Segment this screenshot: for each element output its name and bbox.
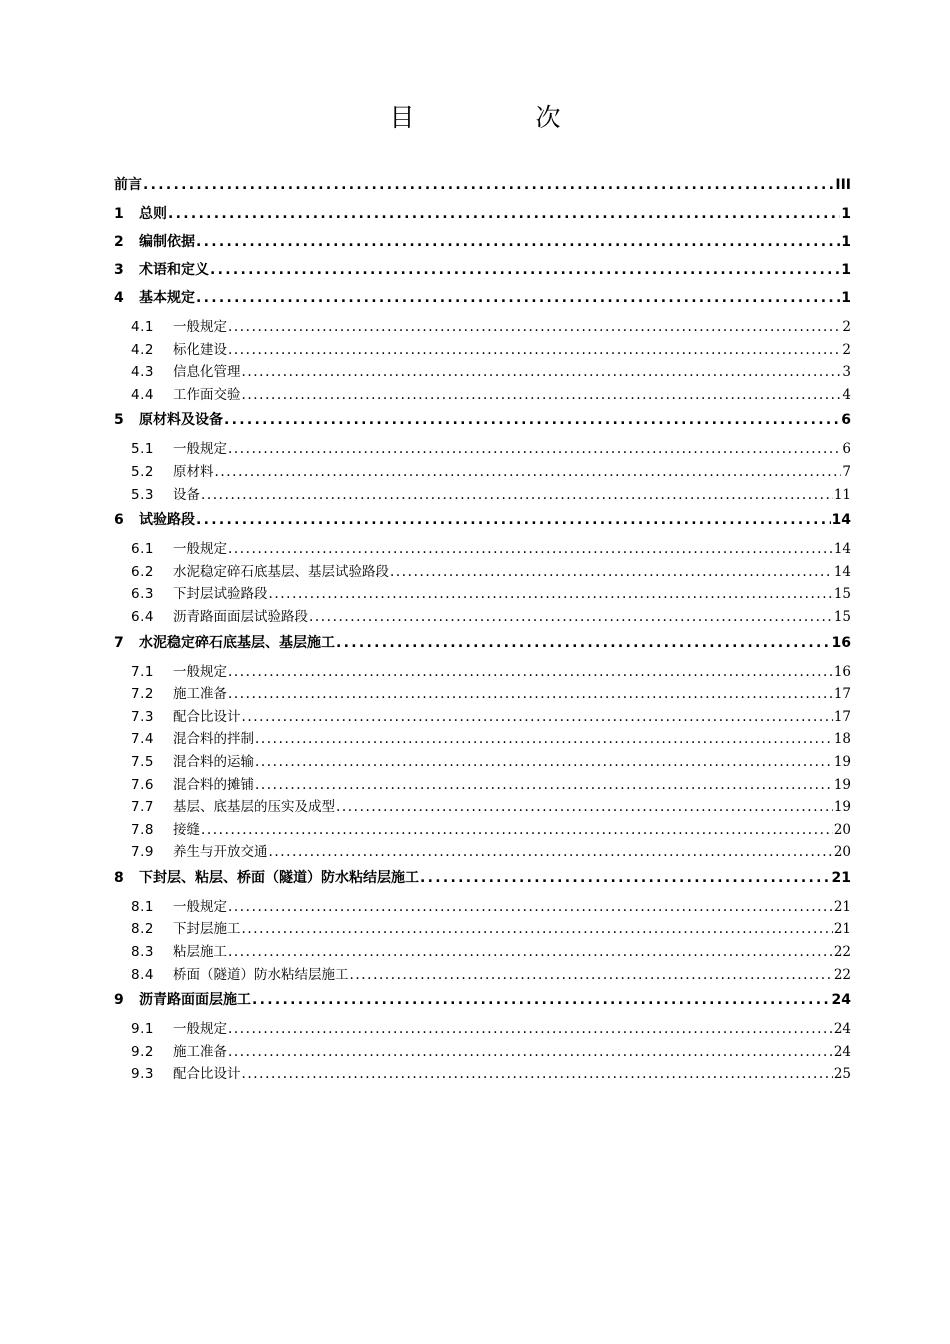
- toc-entry-title: 设备: [173, 486, 200, 503]
- dot-leader: [390, 564, 833, 580]
- dot-leader: [196, 512, 831, 528]
- toc-entry-number: 9.3: [131, 1066, 154, 1083]
- dot-leader: [201, 487, 833, 503]
- toc-entry-number: 2: [114, 234, 124, 250]
- dot-leader: [242, 709, 833, 725]
- toc-entry-title: 下封层试验路段: [173, 586, 268, 603]
- dot-leader: [350, 967, 833, 983]
- toc-entry-number: 9.1: [131, 1021, 154, 1038]
- toc-page-number: 1: [841, 290, 851, 306]
- toc-page-number: 6: [842, 441, 851, 458]
- toc-entry-number: 7.9: [131, 844, 154, 861]
- toc-page-number: 15: [833, 586, 851, 603]
- toc-section-entry[interactable]: [114, 537, 851, 560]
- toc-entry-title: 一般规定: [173, 441, 227, 458]
- dot-leader: [143, 177, 834, 193]
- toc-entry-title: 下封层、粘层、桥面（隧道）防水粘结层施工: [139, 869, 419, 886]
- toc-entry-title: 术语和定义: [139, 262, 209, 278]
- toc-entry-number: 1: [114, 206, 124, 222]
- toc-entry-number: 7.6: [131, 776, 154, 793]
- toc-page-number: III: [835, 177, 851, 193]
- toc-entry-number: 7.3: [131, 708, 154, 725]
- toc-section-entry[interactable]: [114, 383, 851, 406]
- toc-entry-number: 4.3: [131, 364, 154, 381]
- toc-page-number: 1: [841, 206, 851, 222]
- toc-entry-number: 7.1: [131, 663, 154, 680]
- toc-section-entry[interactable]: [114, 338, 851, 361]
- table-of-contents: [114, 174, 851, 1085]
- toc-section-entry[interactable]: [114, 750, 851, 773]
- toc-chapter-entry[interactable]: [114, 287, 851, 315]
- toc-entry-title: 原材料: [173, 463, 214, 480]
- dot-leader: [201, 822, 833, 838]
- toc-entry-number: 4: [114, 290, 124, 306]
- toc-entry-number: 6.2: [131, 563, 154, 580]
- toc-section-entry[interactable]: [114, 1017, 851, 1040]
- toc-entry-number: 4.4: [131, 386, 154, 403]
- dot-leader: [224, 412, 840, 428]
- toc-section-entry[interactable]: [114, 660, 851, 683]
- toc-entry-number: 5.1: [131, 441, 154, 458]
- toc-section-entry[interactable]: [114, 917, 851, 940]
- dot-leader: [242, 387, 842, 403]
- toc-entry-title: 混合料的摊铺: [173, 776, 254, 793]
- toc-entry-title: 下封层施工: [173, 921, 241, 938]
- toc-page-number: 6: [841, 412, 851, 429]
- toc-entry-title: 一般规定: [173, 898, 227, 915]
- toc-entry-title: 施工准备: [173, 1043, 227, 1060]
- dot-leader: [228, 319, 841, 335]
- toc-section-entry[interactable]: [114, 963, 851, 986]
- toc-entry-title: 一般规定: [173, 1021, 227, 1038]
- toc-entry-title: 水泥稳定碎石底基层、基层试验路段: [173, 563, 389, 580]
- toc-entry-title: 编制依据: [139, 234, 195, 250]
- toc-page-number: 17: [833, 686, 851, 703]
- dot-leader: [196, 290, 840, 306]
- toc-page-number: 20: [833, 821, 851, 838]
- dot-leader: [255, 777, 833, 793]
- toc-entry-title: 沥青路面面层试验路段: [173, 608, 308, 625]
- toc-page-number: 3: [842, 364, 851, 381]
- toc-entry-title: 桥面（隧道）防水粘结层施工: [173, 966, 349, 983]
- toc-entry-number: 6: [114, 512, 124, 529]
- dot-leader: [336, 799, 833, 815]
- toc-chapter-entry[interactable]: [114, 231, 851, 259]
- toc-page-number: 21: [833, 921, 851, 938]
- toc-entry-number: 7.2: [131, 686, 154, 703]
- toc-page-number: 22: [833, 966, 851, 983]
- toc-page-number: 24: [831, 992, 851, 1009]
- toc-section-entry[interactable]: [114, 773, 851, 796]
- toc-page-number: 21: [833, 898, 851, 915]
- toc-entry-title: 混合料的拌制: [173, 731, 254, 748]
- toc-entry-number: 8: [114, 869, 124, 886]
- toc-entry-title: 配合比设计: [173, 1066, 241, 1083]
- toc-page-number: 1: [841, 262, 851, 278]
- dot-leader: [420, 870, 831, 886]
- toc-entry-title: 试验路段: [139, 512, 195, 529]
- toc-chapter-entry[interactable]: [114, 509, 851, 537]
- page-title: 目 次: [389, 103, 609, 132]
- toc-entry-title: 基本规定: [139, 290, 195, 306]
- toc-section-entry[interactable]: [114, 818, 851, 841]
- toc-entry-number: 3: [114, 262, 124, 278]
- toc-entry-number: 8.4: [131, 966, 154, 983]
- toc-entry-title: 一般规定: [173, 663, 227, 680]
- dot-leader: [336, 635, 831, 651]
- toc-entry-title: 养生与开放交通: [173, 844, 268, 861]
- toc-section-entry[interactable]: [114, 460, 851, 483]
- toc-chapter-entry[interactable]: [114, 259, 851, 287]
- toc-entry-number: 7.5: [131, 753, 154, 770]
- toc-entry-number: 6.1: [131, 541, 154, 558]
- toc-entry-number: 8.1: [131, 898, 154, 915]
- toc-section-entry[interactable]: [114, 360, 851, 383]
- toc-entry-title: 原材料及设备: [139, 412, 223, 429]
- toc-page-number: 19: [833, 753, 851, 770]
- toc-entry-number: 6.4: [131, 608, 154, 625]
- dot-leader: [196, 234, 840, 250]
- toc-page-number: 17: [833, 708, 851, 725]
- toc-page-number: 14: [833, 563, 851, 580]
- toc-page-number: 25: [833, 1066, 851, 1083]
- toc-entry-title: 工作面交验: [173, 386, 241, 403]
- dot-leader: [242, 921, 833, 937]
- toc-section-entry[interactable]: [114, 895, 851, 918]
- toc-section-entry[interactable]: [114, 560, 851, 583]
- toc-page-number: 1: [841, 234, 851, 250]
- toc-entry-number: 7.4: [131, 731, 154, 748]
- toc-entry-number: 8.3: [131, 944, 154, 961]
- toc-entry-number: 5.3: [131, 486, 154, 503]
- toc-entry-title: 沥青路面面层施工: [139, 992, 251, 1009]
- dot-leader: [269, 844, 833, 860]
- dot-leader: [255, 731, 833, 747]
- toc-entry-title: 标化建设: [173, 341, 227, 358]
- toc-entry-title: 混合料的运输: [173, 753, 254, 770]
- toc-entry-title: 总则: [139, 206, 167, 222]
- toc-page-number: 19: [833, 799, 851, 816]
- toc-section-entry[interactable]: [114, 605, 851, 628]
- dot-leader: [252, 992, 831, 1008]
- dot-leader: [228, 664, 833, 680]
- toc-entry-title: 施工准备: [173, 686, 227, 703]
- toc-page-number: 2: [842, 319, 851, 335]
- toc-entry-number: 7.7: [131, 799, 154, 816]
- toc-entry-title: 粘层施工: [173, 944, 227, 961]
- toc-section-entry[interactable]: [114, 483, 851, 506]
- toc-entry-title: 一般规定: [173, 319, 227, 335]
- toc-entry-title: 水泥稳定碎石底基层、基层施工: [139, 634, 335, 651]
- toc-chapter-entry[interactable]: [114, 989, 851, 1017]
- dot-leader: [255, 754, 833, 770]
- toc-page-number: 20: [833, 844, 851, 861]
- toc-entry-number: 4.1: [131, 319, 154, 335]
- toc-page-number: 24: [833, 1043, 851, 1060]
- dot-leader: [228, 1021, 833, 1037]
- toc-section-entry[interactable]: [114, 940, 851, 963]
- dot-leader: [309, 609, 833, 625]
- toc-section-entry[interactable]: [114, 315, 851, 338]
- toc-page-number: 15: [833, 608, 851, 625]
- toc-entry-title: 一般规定: [173, 541, 227, 558]
- toc-page-number: 14: [833, 541, 851, 558]
- toc-section-entry[interactable]: [114, 682, 851, 705]
- toc-entry-title: 基层、底基层的压实及成型: [173, 799, 335, 816]
- toc-page-number: 2: [842, 341, 851, 358]
- toc-page-number: 7: [842, 463, 851, 480]
- toc-chapter-entry[interactable]: [114, 409, 851, 437]
- toc-chapter-entry[interactable]: [114, 203, 851, 231]
- dot-leader: [228, 899, 833, 915]
- toc-chapter-entry[interactable]: [114, 632, 851, 660]
- toc-page-number: 19: [833, 776, 851, 793]
- toc-chapter-entry[interactable]: [114, 867, 851, 895]
- toc-page-number: 21: [831, 869, 851, 886]
- dot-leader: [228, 1044, 833, 1060]
- toc-entry-title: 接缝: [173, 821, 200, 838]
- toc-entry-title: 前言: [114, 177, 142, 193]
- toc-entry-number: 5: [114, 412, 124, 429]
- toc-entry-number: 7.8: [131, 821, 154, 838]
- dot-leader: [228, 944, 833, 960]
- toc-section-entry[interactable]: [114, 840, 851, 863]
- toc-page-number: 4: [842, 386, 851, 403]
- dot-leader: [228, 342, 841, 358]
- toc-page-number: 16: [833, 663, 851, 680]
- dot-leader: [228, 541, 833, 557]
- dot-leader: [242, 364, 842, 380]
- toc-page-number: 22: [833, 944, 851, 961]
- dot-leader: [228, 441, 841, 457]
- toc-entry-number: 7: [114, 634, 124, 651]
- toc-entry-number: 9: [114, 992, 124, 1009]
- dot-leader: [168, 206, 840, 222]
- toc-section-entry[interactable]: [114, 437, 851, 460]
- toc-section-entry[interactable]: [114, 582, 851, 605]
- dot-leader: [228, 686, 833, 702]
- toc-entry-number: 4.2: [131, 341, 154, 358]
- toc-chapter-entry[interactable]: [114, 174, 851, 203]
- dot-leader: [210, 262, 840, 278]
- dot-leader: [242, 1066, 833, 1082]
- dot-leader: [269, 586, 833, 602]
- toc-section-entry[interactable]: [114, 795, 851, 818]
- toc-entry-number: 8.2: [131, 921, 154, 938]
- toc-section-entry[interactable]: [114, 727, 851, 750]
- toc-section-entry[interactable]: [114, 1062, 851, 1085]
- toc-entry-title: 配合比设计: [173, 708, 241, 725]
- toc-section-entry[interactable]: [114, 1040, 851, 1063]
- toc-entry-number: 9.2: [131, 1043, 154, 1060]
- toc-section-entry[interactable]: [114, 705, 851, 728]
- toc-entry-number: 6.3: [131, 586, 154, 603]
- toc-entry-title: 信息化管理: [173, 364, 241, 381]
- toc-page-number: 14: [831, 512, 851, 529]
- toc-page-number: 24: [833, 1021, 851, 1038]
- toc-entry-number: 5.2: [131, 463, 154, 480]
- toc-page-number: 11: [833, 486, 851, 503]
- toc-page-number: 16: [831, 634, 851, 651]
- toc-page-number: 18: [833, 731, 851, 748]
- dot-leader: [215, 464, 842, 480]
